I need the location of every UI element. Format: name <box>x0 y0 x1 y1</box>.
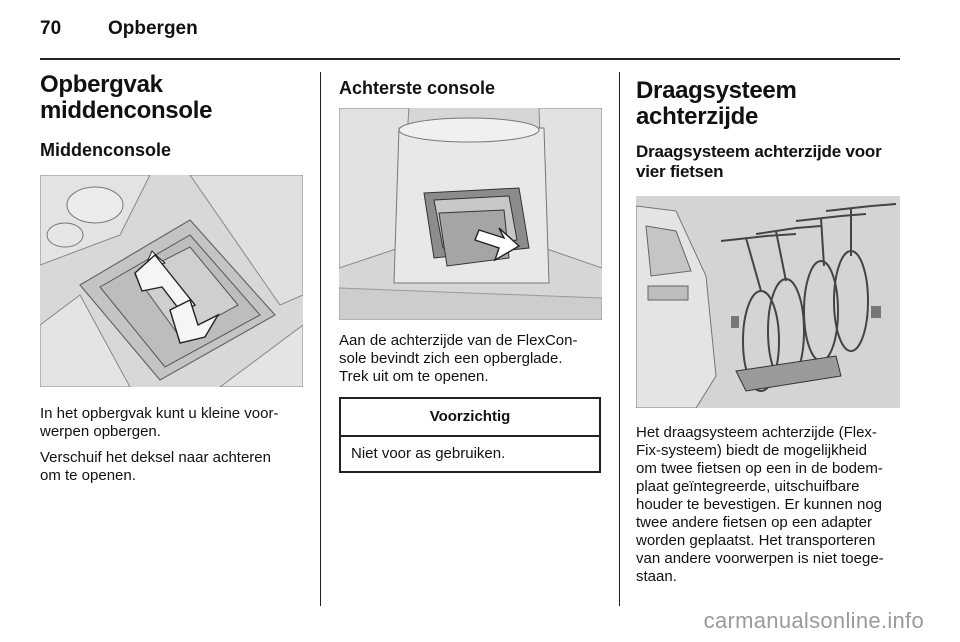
heading-rear-carrier: Draagsysteem achterzijde <box>636 77 797 130</box>
column-divider <box>320 72 321 606</box>
section-title: Opbergen <box>108 18 198 39</box>
bike-carrier-drawing <box>636 196 900 408</box>
paragraph: In het opbergvak kunt u kleine voor- werpen opbergen. <box>40 405 279 440</box>
center-console-illustration <box>40 175 303 387</box>
paragraph: Verschuif het deksel naar achteren om te openen. <box>40 449 271 484</box>
column-3 <box>636 72 904 586</box>
caution-text: Niet voor as gebruiken. <box>351 445 506 462</box>
paragraph: Aan de achterzijde van de FlexCon- sole bevindt zich een opberglade. Trek uit om te openen. <box>339 332 578 385</box>
header-rule <box>40 58 900 60</box>
rear-console-illustration <box>339 108 602 320</box>
heading-storage-center-console: Opbergvak middenconsole <box>40 71 213 124</box>
subheading-four-bikes: Draagsysteem achterzijde voor vier fietsen <box>636 142 882 181</box>
watermark: carmanualsonline.info <box>703 608 924 633</box>
column-2 <box>339 72 604 473</box>
column-divider <box>619 72 620 606</box>
paragraph: Het draagsysteem achterzijde (Flex- Fix-systeem) biedt de mogelijkheid om twee fietsen op een in de bodem- plaat geïntegreerde, uitschuifbare houder te bevestigen. Er kunnen nog twee andere fietsen op een adapter worden geplaatst. Het transporteren van andere voorwerpen is niet toege- staan. <box>636 424 884 585</box>
subheading-center-console: Middenconsole <box>40 140 172 160</box>
page-number: 70 <box>40 18 62 39</box>
center-console-drawing <box>40 175 303 387</box>
bike-carrier-illustration <box>636 196 900 408</box>
column-1 <box>40 72 305 485</box>
subheading-rear-console: Achterste console <box>339 78 496 98</box>
rear-console-drawing <box>339 108 602 320</box>
caution-box <box>339 397 601 473</box>
caution-title: Voorzichtig <box>341 399 599 437</box>
page-header <box>40 18 198 40</box>
